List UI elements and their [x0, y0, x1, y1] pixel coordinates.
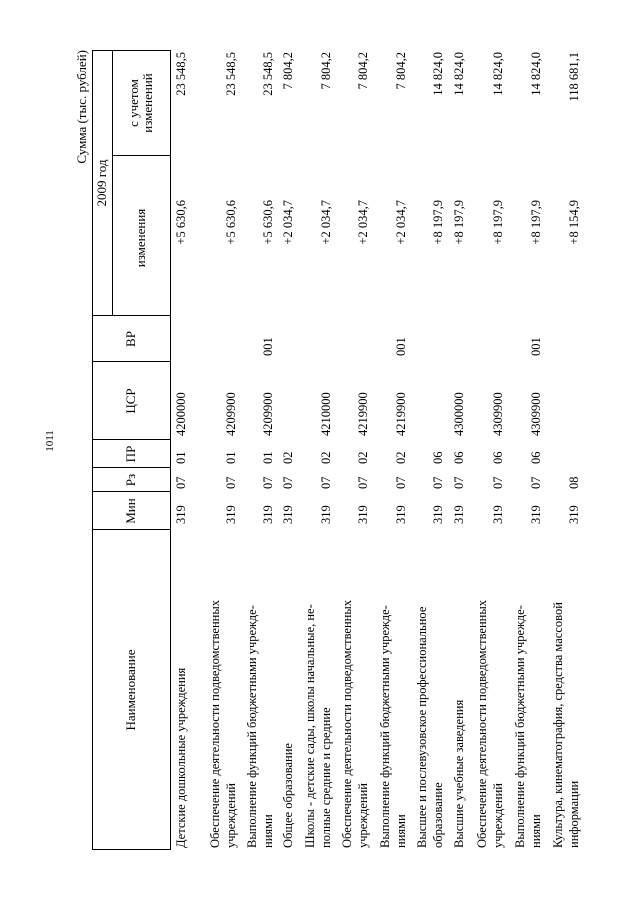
row-pr: 02 — [394, 451, 408, 464]
row-name: образование — [431, 782, 445, 848]
row-name: Выполнение функций бюджетными учрежде- — [513, 605, 527, 848]
row-csr: 4309900 — [491, 392, 505, 436]
table-rule-year — [112, 50, 113, 316]
header-year: 2009 год — [94, 159, 109, 207]
row-min: 319 — [394, 505, 408, 524]
row-vr: 001 — [529, 337, 543, 356]
header-min: Мин — [123, 498, 138, 524]
row-min: 319 — [452, 505, 466, 524]
row-min: 319 — [491, 505, 505, 524]
row-change: +2 034,7 — [281, 200, 295, 245]
row-name: ниями — [529, 814, 543, 848]
row-change: +5 630,6 — [261, 200, 275, 245]
row-pr: 01 — [261, 451, 275, 464]
table-rule-header-bottom — [170, 50, 171, 850]
header-vr: ВР — [123, 331, 138, 347]
unit-caption: Сумма (тыс. рублей) — [74, 50, 89, 164]
row-min: 319 — [529, 505, 543, 524]
row-min: 319 — [356, 505, 370, 524]
row-total: 7 804,2 — [281, 52, 295, 90]
row-name: Высшее и послевузовское профессиональное — [415, 606, 429, 848]
row-total: 14 824,0 — [491, 52, 505, 96]
row-name: Высшие учебные заведения — [452, 699, 466, 848]
row-pr: 02 — [356, 451, 370, 464]
row-name: Обеспечение деятельности подведомственных — [208, 600, 222, 848]
row-name: информации — [567, 780, 581, 848]
page-number: 1011 — [44, 430, 56, 452]
column-divider — [92, 491, 170, 492]
row-rz: 07 — [394, 476, 408, 489]
row-name: ниями — [261, 814, 275, 848]
row-name: Обеспечение деятельности подведомственных — [475, 600, 489, 848]
row-name: учреждений — [491, 783, 505, 848]
row-rz: 07 — [529, 476, 543, 489]
row-total: 7 804,2 — [394, 52, 408, 90]
row-min: 319 — [319, 505, 333, 524]
row-pr: 01 — [174, 451, 188, 464]
row-change: +8 197,9 — [431, 200, 445, 245]
row-min: 319 — [174, 505, 188, 524]
row-pr: 06 — [452, 451, 466, 464]
row-name: учреждений — [356, 783, 370, 848]
row-change: +8 197,9 — [529, 200, 543, 245]
row-csr: 4300000 — [452, 392, 466, 436]
row-pr: 02 — [281, 451, 295, 464]
row-change: +8 197,9 — [452, 200, 466, 245]
row-rz: 07 — [281, 476, 295, 489]
row-pr: 02 — [319, 451, 333, 464]
row-csr: 4219900 — [356, 392, 370, 436]
column-divider — [92, 439, 170, 440]
row-rz: 07 — [452, 476, 466, 489]
row-rz: 07 — [431, 476, 445, 489]
row-name: ниями — [394, 814, 408, 848]
row-total: 23 548,5 — [174, 52, 188, 96]
table-rule-left — [92, 849, 170, 850]
row-change: +8 154,9 — [567, 200, 581, 245]
row-total: 7 804,2 — [319, 52, 333, 90]
column-divider — [112, 155, 170, 156]
row-csr: 4309900 — [529, 392, 543, 436]
row-name: Обеспечение деятельности подведомственных — [340, 600, 354, 848]
row-change: +5 630,6 — [174, 200, 188, 245]
table-rule-right — [92, 50, 170, 51]
row-vr: 001 — [261, 337, 275, 356]
row-pr: 06 — [529, 451, 543, 464]
header-rz: Рз — [123, 473, 138, 487]
header-changes: изменения — [133, 208, 148, 268]
row-min: 319 — [281, 505, 295, 524]
header-csr: ЦСР — [123, 388, 138, 414]
row-name: Выполнение функций бюджетными учрежде- — [245, 605, 259, 848]
row-total: 14 824,0 — [452, 52, 466, 96]
row-min: 319 — [431, 505, 445, 524]
row-csr: 4219900 — [394, 392, 408, 436]
row-csr: 4209900 — [261, 392, 275, 436]
row-rz: 07 — [319, 476, 333, 489]
row-rz: 07 — [174, 476, 188, 489]
row-total: 23 548,5 — [261, 52, 275, 96]
header-with-changes: с учетом изменений — [126, 73, 155, 133]
row-pr: 06 — [491, 451, 505, 464]
row-name: Выполнение функций бюджетными учрежде- — [378, 605, 392, 848]
row-csr: 4200000 — [174, 392, 188, 436]
row-vr: 001 — [394, 337, 408, 356]
row-min: 319 — [567, 505, 581, 524]
column-divider — [92, 529, 170, 530]
row-rz: 07 — [491, 476, 505, 489]
row-csr: 4209900 — [224, 392, 238, 436]
row-pr: 01 — [224, 451, 238, 464]
column-divider — [92, 361, 170, 362]
row-total: 7 804,2 — [356, 52, 370, 90]
row-name: учреждений — [224, 783, 238, 848]
column-divider — [92, 315, 170, 316]
row-name: Общее образование — [281, 743, 295, 848]
row-total: 14 824,0 — [529, 52, 543, 96]
header-pr: ПР — [123, 445, 138, 463]
row-name: Культура, кинематография, средства массовой — [551, 602, 565, 848]
row-change: +2 034,7 — [394, 200, 408, 245]
row-name: Детские дошкольные учреждения — [174, 667, 188, 848]
row-name: Школы - детские сады, школы начальные, не- — [303, 604, 317, 848]
column-divider — [92, 467, 170, 468]
row-pr: 06 — [431, 451, 445, 464]
row-rz: 07 — [224, 476, 238, 489]
row-total: 118 681,1 — [567, 52, 581, 102]
row-rz: 07 — [261, 476, 275, 489]
row-rz: 07 — [356, 476, 370, 489]
row-min: 319 — [261, 505, 275, 524]
row-csr: 4210000 — [319, 392, 333, 436]
row-change: +2 034,7 — [319, 200, 333, 245]
header-name: Наименование — [123, 649, 138, 731]
row-change: +8 197,9 — [491, 200, 505, 245]
row-min: 319 — [224, 505, 238, 524]
table-rule-top — [92, 50, 93, 850]
row-total: 14 824,0 — [431, 52, 445, 96]
row-name: полные средние и средние — [319, 707, 333, 848]
budget-table-page — [74, 50, 592, 850]
row-total: 23 548,5 — [224, 52, 238, 96]
row-rz: 08 — [567, 476, 581, 489]
row-change: +5 630,6 — [224, 200, 238, 245]
row-change: +2 034,7 — [356, 200, 370, 245]
